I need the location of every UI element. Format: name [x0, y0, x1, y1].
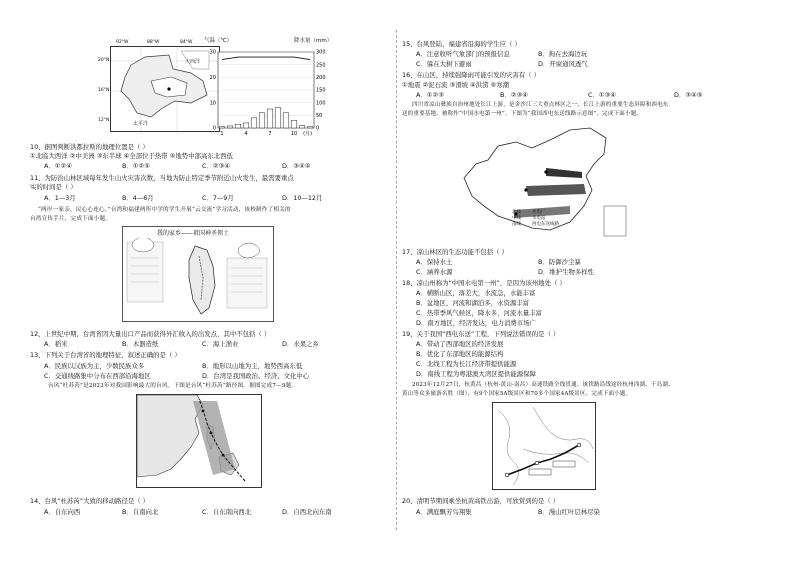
q13-opt-a[interactable]: A．民族以汉族为主，少数民族众多: [44, 362, 145, 370]
railway-map-svg: [493, 403, 595, 489]
q12-opt-b[interactable]: B．木器造纸: [122, 340, 159, 348]
taiwan-island-shape: [189, 246, 215, 314]
q15-opt-b[interactable]: B．拘在去海边玩: [538, 50, 588, 58]
climate-chart: [202, 38, 332, 138]
legend-south: 南线: [512, 222, 521, 227]
q17-opt-c[interactable]: C．涵养水源: [416, 268, 453, 276]
q11-opt-c[interactable]: C．7—9月: [202, 194, 234, 202]
legend-hydro: 水电站: [532, 216, 546, 221]
temperature-tick-label: 0: [212, 125, 216, 132]
q19-opt-b[interactable]: B．优化了东部地区的能源结构: [416, 350, 504, 358]
q12-stem: 12、上世纪中期，台湾省因大量出口产品而获得外汇收入的出发点，其中不包括（ ）: [30, 330, 271, 338]
q10-opt-c[interactable]: C．②③④: [202, 162, 231, 170]
map1-lat-20: 20°N: [98, 58, 110, 63]
q18-opt-c[interactable]: C．热带季风气候区，降水多，河流水量丰富: [416, 309, 542, 317]
month-tick-label: 1: [220, 131, 224, 137]
hangzhou-huangshan-nanchang-railway-map: [492, 402, 596, 490]
q14-opt-c[interactable]: C．自东南向西北: [202, 508, 252, 516]
taiwan-poster-svg: [123, 238, 273, 322]
typhoon-wind-zone: [193, 401, 235, 475]
precipitation-tick-label: 100: [316, 100, 326, 107]
climate-y1-label: 气温（℃）: [204, 38, 233, 44]
intro-liangshan-b: 送的重要基地，被称作“中国水电第一州”。下图为“我国西电东送线路示意图”。完成下面小题。: [402, 111, 643, 117]
q11-stem: 11、为防治山林区域每年发生山火灾害次数，当地为防止特定季节附近山火发生，最需要重点: [30, 174, 294, 182]
precipitation-bar: [243, 123, 249, 128]
precipitation-bar: [307, 127, 313, 128]
precipitation-bar: [283, 113, 289, 128]
q11-opt-b[interactable]: B．4—6月: [122, 194, 154, 202]
temperature-tick-label: 30: [209, 49, 216, 56]
q12-opt-c[interactable]: C．海上渔业: [202, 340, 239, 348]
precipitation-tick-label: 200: [316, 74, 326, 81]
q19-opt-c[interactable]: C．北线工程为长江经济带提供能源: [416, 360, 517, 368]
precipitation-bar: [227, 126, 233, 128]
q17-opt-a[interactable]: A．保持水土: [416, 258, 453, 266]
legend-middle: 中线: [512, 216, 521, 221]
q13-stem: 13、下列关于台湾省的地理特征，叙述正确的是（ ）: [30, 351, 181, 359]
legend-transmission: 西电东送线路: [532, 222, 559, 227]
precipitation-bar: [299, 125, 305, 128]
q14-opt-b[interactable]: B．自南向北: [122, 508, 159, 516]
q14-opt-a[interactable]: A．自东向西: [44, 508, 81, 516]
q20-opt-a[interactable]: A．满庭飘芳鸟翔集: [416, 508, 472, 516]
q17-opt-d[interactable]: D．维护生物多样性: [538, 268, 595, 276]
q16-opt-d[interactable]: D．③④⑤: [674, 91, 703, 99]
legend-thermal: 火电厂: [532, 210, 546, 215]
q13-opt-d[interactable]: D．台湾是我国政治、经济、文化中心: [202, 372, 310, 380]
intro-railway-b: 黄山等众多旅游名胜（图），有9个国家5A级景区和70多个国家4A级景区。完成下面小题。: [402, 391, 632, 397]
precipitation-bar: [219, 127, 225, 128]
precipitation-tick-label: 50: [316, 112, 323, 119]
q19-stem: 19、关于我国“西电东送”工程，下列说法错误的是（ ）: [402, 330, 560, 338]
atlantic-label: 大西洋: [185, 59, 201, 65]
south-sea-inset: [604, 206, 626, 236]
q18-stem: 18、凉山州称为“中国水电第一州”，是因为该州地处（ ）: [402, 279, 566, 287]
climate-y2-label: 降水量（mm）: [294, 38, 333, 44]
precipitation-bar: [275, 108, 281, 128]
q16-opt-a[interactable]: A．①②③: [416, 91, 444, 99]
q11-opt-a[interactable]: A．1—3月: [44, 194, 76, 202]
q10-stem: 10、据图判断洪都拉斯的地理位置是（ ）: [30, 143, 149, 151]
q20-opt-b[interactable]: B．漫山红叶层林尽染: [538, 508, 600, 516]
q16-stem: 16、在山区，持续强降雨可能引发的灾害有（ ）: [402, 71, 540, 79]
typhoon-track-map: [136, 394, 262, 488]
capital-marker: [167, 87, 170, 90]
q10-opt-b[interactable]: B．①②⑤: [122, 162, 150, 170]
q16-items: ①地震 ②泥石流 ③滑坡 ④洪涝 ⑤寒潮: [402, 81, 510, 89]
intro-typhoon: 台风“杜苏芮”是2023年对我国影响最大的台风。下图是台风“杜苏芮”路径图。据图完成7—9题。: [48, 383, 298, 389]
precipitation-bar: [235, 124, 241, 128]
q11-opt-d[interactable]: D．10—12月: [282, 194, 323, 202]
map1-lat-16: 16°N: [98, 88, 110, 93]
q17-opt-b[interactable]: B．防御沙尘暴: [538, 258, 581, 266]
q10-opt-a[interactable]: A．①②④: [44, 162, 72, 170]
q19-opt-d[interactable]: D．南线工程为粤港澳大湾区提供能源保障: [416, 370, 536, 378]
q15-opt-a[interactable]: A．注意收听气象部门的预报信息: [416, 50, 510, 58]
precipitation-bar: [259, 113, 265, 128]
precipitation-tick-label: 250: [316, 62, 326, 69]
intro-taiwan-b: 台湾宣传手片，完成下面小题。: [30, 216, 112, 222]
taiwan-poster: [122, 226, 274, 322]
q11-stem-cont: 实的时间是（ ）: [30, 183, 77, 191]
precipitation-tick-label: 150: [316, 87, 326, 94]
month-unit-label: (月): [303, 131, 312, 137]
intro-liangshan-a: 四川省凉山彝族自治州地处长江上游，是金沙江三大重点林区之一，长江上游的重要生态屏障和西电东: [412, 102, 669, 108]
q19-opt-a[interactable]: A．带动了西部地区的经济发展: [416, 340, 504, 348]
precipitation-tick-label: 0: [316, 125, 320, 132]
q16-opt-b[interactable]: B．②③④: [500, 91, 528, 99]
map1-lon-84: 84°W: [180, 40, 193, 45]
west-east-power-map: [454, 124, 634, 244]
column-divider: [396, 30, 397, 530]
temperature-tick-label: 20: [209, 74, 216, 81]
legend-north: 北线: [512, 210, 521, 215]
q15-stem: 15、台风登陆，福建省沿海的学生应（ ）: [402, 40, 521, 48]
q15-opt-c[interactable]: C．躲在大树下避雨: [416, 60, 472, 68]
q12-opt-a[interactable]: A．稻米: [44, 340, 68, 348]
climate-chart-svg: [202, 44, 332, 142]
q18-opt-d[interactable]: D．南方地区，经济发达，电力消费市场广: [416, 319, 536, 327]
q15-opt-d[interactable]: D．开窗通风透气: [538, 60, 588, 68]
q20-stem: 20、清明节期间乘坐杭黄高铁出游，可欣赏到的是（ ）: [402, 497, 560, 505]
q10-opt-d[interactable]: D．③④⑤: [282, 162, 311, 170]
q10-items: ①北临大西洋 ②中美洲 ③东半球 ④全部位于热带 ⑤地势中部高东北西低: [30, 152, 233, 160]
precipitation-bar: [251, 118, 257, 128]
pacific-label: 太平洋: [133, 121, 149, 127]
q13-opt-b[interactable]: B．地形以山地为主，地势西高东低: [202, 362, 303, 370]
map1-lon-92: 92°W: [116, 40, 129, 45]
precipitation-bar: [291, 120, 297, 128]
q18-opt-a[interactable]: A．横断山区，落差大，水流急，水能丰富: [416, 289, 536, 297]
q18-opt-b[interactable]: B．盆地区，河流和湖泊多，水资源丰富: [416, 299, 530, 307]
temperature-tick-label: 10: [209, 100, 216, 107]
month-tick-label: 10: [290, 131, 298, 137]
q17-stem: 17、凉山林区的生态功能不包括（ ）: [402, 248, 509, 256]
precipitation-tick-label: 300: [316, 49, 326, 56]
q16-opt-c[interactable]: C．①③④: [588, 91, 617, 99]
precipitation-bar: [267, 109, 273, 128]
typhoon-map-svg: [137, 395, 261, 487]
middle-line-arrow: [526, 184, 586, 196]
month-tick-label: 7: [268, 131, 272, 137]
q14-opt-d[interactable]: D．自西北向东南: [282, 508, 332, 516]
q14-stem: 14、台风“杜苏芮”大致的移动路径是（ ）: [30, 497, 150, 505]
intro-railway-a: 2023年12月27日，杭黄昌（杭州-黄山-南昌）高速铁路全线贯通。该铁路沿线途经杭州西湖、千岛湖、: [412, 382, 674, 388]
map1-lat-12: 12°N: [98, 118, 110, 123]
map1-lon-88: 88°W: [147, 40, 160, 45]
month-tick-label: 4: [244, 131, 248, 137]
poster-title: 我的家乡——祖国神圣领土: [157, 230, 230, 237]
q12-opt-d[interactable]: D．水果之乡: [282, 340, 319, 348]
intro-taiwan-a: “两岸一家亲，民心心连心。”台湾和福建两所中学的学生开展“云交流”学习活动，该校制作了相关的: [38, 207, 291, 213]
q13-opt-c[interactable]: C．交通线路集中分布在西部沿海地区: [44, 372, 151, 380]
